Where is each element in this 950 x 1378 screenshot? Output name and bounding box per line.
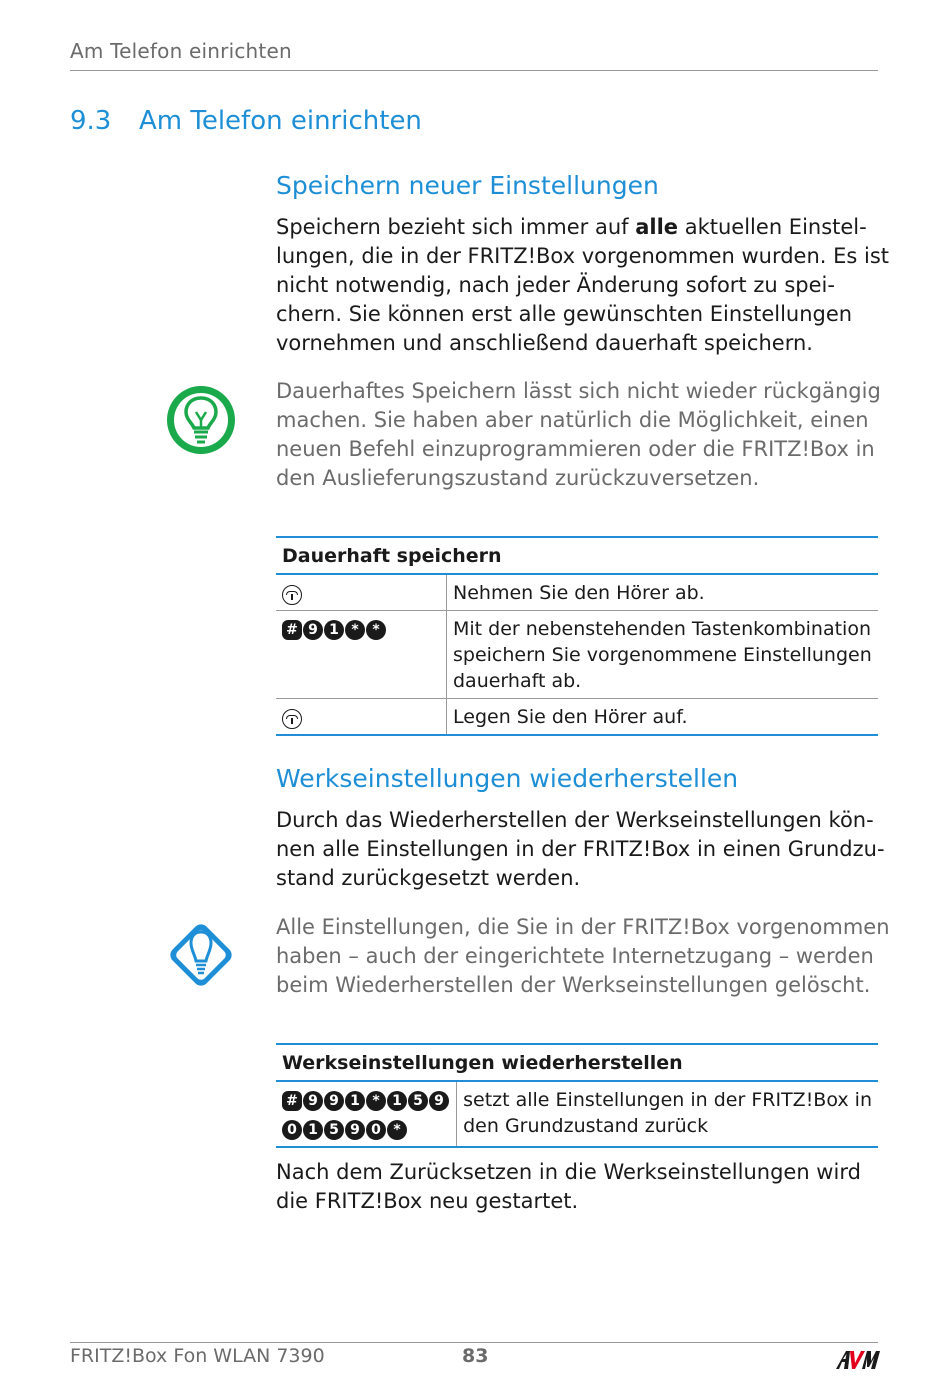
key-sequence xyxy=(282,616,440,642)
key-star: * xyxy=(366,620,386,640)
para-line: lungen, die in der FRITZ!Box vorgenommen wurden. Es ist xyxy=(276,244,890,268)
key-digit: 0 xyxy=(282,1120,302,1140)
chapter-heading xyxy=(70,106,422,136)
key-sequence-line2 xyxy=(282,1116,450,1142)
text-cell xyxy=(447,574,879,611)
key-star: * xyxy=(387,1120,407,1140)
running-header: Am Telefon einrichten xyxy=(70,39,292,63)
key-digit: 5 xyxy=(324,1120,344,1140)
para-line: Durch das Wiederherstellen der Werkseinstellungen kön- xyxy=(276,808,874,832)
key-hash: # xyxy=(282,620,302,640)
key-digit: 9 xyxy=(345,1120,365,1140)
para-text: aktuellen Einstel- xyxy=(684,215,867,239)
para-line: chern. Sie können erst alle gewünschten Einstellungen xyxy=(276,302,853,326)
footer-rule xyxy=(70,1342,878,1343)
key-star: * xyxy=(345,620,365,640)
note-line: machen. Sie haben aber natürlich die Möglichkeit, einen xyxy=(276,408,869,432)
key-cell xyxy=(276,574,447,611)
page-number: 83 xyxy=(462,1345,489,1367)
section-heading-speichern: Speichern neuer Einstellungen xyxy=(276,171,659,200)
note-line: neuen Befehl einzuprogrammieren oder die FRITZ!Box in xyxy=(276,437,875,461)
key-digit: 1 xyxy=(345,1091,365,1111)
warning-note xyxy=(276,913,890,1000)
key-digit: 9 xyxy=(429,1091,449,1111)
section2-paragraph xyxy=(276,806,885,893)
para-line xyxy=(276,213,880,242)
para-line: nicht notwendig, nach jeder Änderung sofort zu spei- xyxy=(276,273,835,297)
section-heading-werkseinstellungen: Werkseinstellungen wiederherstellen xyxy=(276,764,739,793)
table-row xyxy=(276,574,878,611)
key-digit: 1 xyxy=(324,620,344,640)
para-line: stand zurückgesetzt werden. xyxy=(276,866,581,890)
text-cell xyxy=(447,699,879,736)
para-line: die FRITZ!Box neu gestartet. xyxy=(276,1189,579,1213)
cell-text: dauerhaft ab. xyxy=(453,670,582,692)
handset-off-hook-icon xyxy=(282,585,302,605)
text-cell xyxy=(457,1081,878,1147)
header-rule xyxy=(70,70,878,71)
key-cell xyxy=(276,699,447,736)
key-digit: 0 xyxy=(366,1120,386,1140)
note-line: den Auslieferungszustand zurückzuversetzen. xyxy=(276,466,760,490)
para-line: Nach dem Zurücksetzen in die Werkseinstellungen wird xyxy=(276,1160,861,1184)
key-digit: 5 xyxy=(408,1091,428,1111)
table-dauerhaft-speichern xyxy=(276,536,878,736)
note-line: haben – auch der eingerichtete Internetzugang – werden xyxy=(276,944,874,968)
chapter-number: 9.3 xyxy=(70,106,112,136)
cell-text: Nehmen Sie den Hörer ab. xyxy=(453,582,705,604)
handset-on-hook-icon xyxy=(282,709,302,729)
chapter-title: Am Telefon einrichten xyxy=(139,106,422,136)
para-text: Speichern bezieht sich immer auf xyxy=(276,215,629,239)
table-row xyxy=(276,699,878,736)
emphasis-alle: alle xyxy=(635,215,679,239)
table-werkseinstellungen xyxy=(276,1043,878,1148)
cell-text: speichern Sie vorgenommene Einstellungen xyxy=(453,644,872,666)
tip-note xyxy=(276,377,880,493)
cell-text: Legen Sie den Hörer auf. xyxy=(453,706,688,728)
key-cell xyxy=(276,611,447,699)
para-line: nen alle Einstellungen in der FRITZ!Box in einen Grundzu- xyxy=(276,837,885,861)
key-digit: 9 xyxy=(303,620,323,640)
note-line: Dauerhaftes Speichern lässt sich nicht wieder rückgängig xyxy=(276,379,881,403)
key-sequence-line1 xyxy=(282,1087,450,1113)
note-line: Alle Einstellungen, die Sie in der FRITZ!Box vorgenommen xyxy=(276,915,890,939)
key-digit: 9 xyxy=(324,1091,344,1111)
table-header: Dauerhaft speichern xyxy=(276,537,878,574)
section1-paragraph xyxy=(276,213,890,358)
closing-paragraph xyxy=(276,1158,880,1216)
cell-text: den Grundzustand zurück xyxy=(463,1115,709,1137)
lightbulb-tip-icon xyxy=(163,382,239,458)
footer-product: FRITZ!Box Fon WLAN 7390 xyxy=(70,1345,325,1367)
warning-diamond-icon xyxy=(163,917,239,993)
table-row xyxy=(276,1081,878,1147)
cell-text: setzt alle Einstellungen in der FRITZ!Box in xyxy=(463,1089,872,1111)
key-digit: 1 xyxy=(303,1120,323,1140)
key-cell xyxy=(276,1081,457,1147)
key-hash: # xyxy=(282,1091,302,1111)
table-row xyxy=(276,611,878,699)
key-digit: 1 xyxy=(387,1091,407,1111)
para-line: vornehmen und anschließend dauerhaft speichern. xyxy=(276,331,813,355)
table-header: Werkseinstellungen wiederherstellen xyxy=(276,1044,878,1081)
key-digit: 9 xyxy=(303,1091,323,1111)
text-cell xyxy=(447,611,879,699)
cell-text: Mit der nebenstehenden Tastenkombination xyxy=(453,618,871,640)
key-star: * xyxy=(366,1091,386,1111)
avm-logo xyxy=(834,1347,880,1371)
note-line: beim Wiederherstellen der Werkseinstellungen gelöscht. xyxy=(276,973,871,997)
